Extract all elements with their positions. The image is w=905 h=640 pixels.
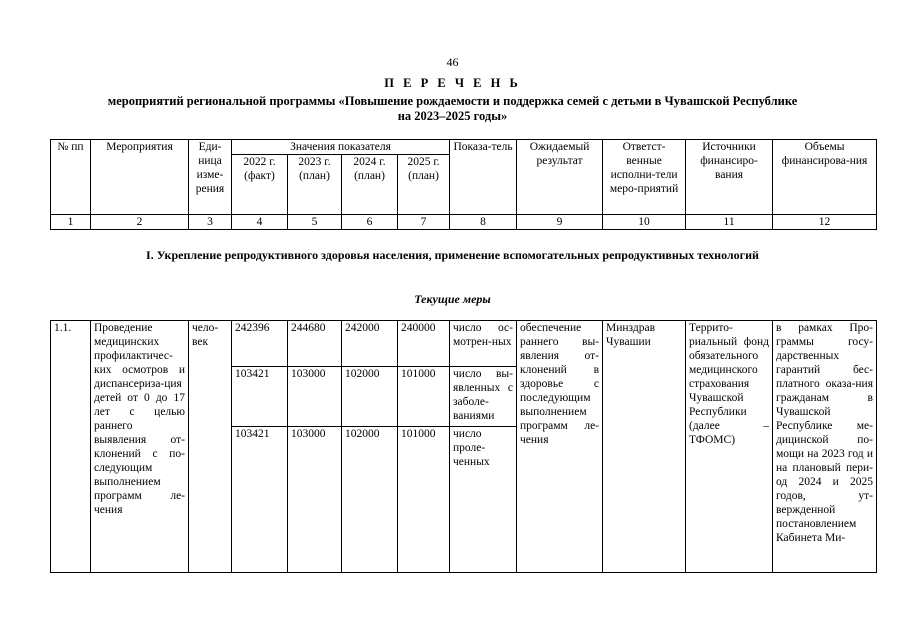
header-unit: Еди-ница изме-рения <box>189 140 232 215</box>
header-2025: 2025 г. (план) <box>398 155 450 215</box>
indicator: число ос-мотрен-ных <box>450 321 517 367</box>
row-responsible: Минздрав Чувашии <box>603 321 686 573</box>
data-table <box>50 320 877 573</box>
header-event: Мероприятия <box>91 140 189 215</box>
section-title: I. Укрепление репродуктивного здоровья населения, применение вспомогательных репродуктивных технологий <box>146 248 759 262</box>
column-number: 10 <box>603 215 686 230</box>
value-2022: 103421 <box>232 427 288 573</box>
column-number: 5 <box>288 215 342 230</box>
value-2023: 244680 <box>288 321 342 367</box>
row-sources: Террито-риальный фонд обязательного медицинского страхования Чувашской Республики (далее – ТФОМС) <box>686 321 773 573</box>
column-number: 7 <box>398 215 450 230</box>
indicator: число вы-явленных с заболе-ваниями <box>450 367 517 427</box>
value-2024: 242000 <box>342 321 398 367</box>
row-unit: чело-век <box>189 321 232 573</box>
column-number: 2 <box>91 215 189 230</box>
value-2023: 103000 <box>288 427 342 573</box>
subtitle-line-1: мероприятий региональной программы «Повышение рождаемости и поддержка семей с детьми в Чувашской Республике <box>107 94 798 108</box>
value-2025: 101000 <box>398 427 450 573</box>
header-no: № пп <box>51 140 91 215</box>
value-2022: 103421 <box>232 367 288 427</box>
header-expected: Ожидаемый результат <box>517 140 603 215</box>
value-2024: 102000 <box>342 367 398 427</box>
column-number: 3 <box>189 215 232 230</box>
page-number: 46 <box>446 55 459 69</box>
header-table <box>50 139 877 230</box>
header-indicator: Показа-тель <box>450 140 517 215</box>
header-responsible: Ответст-венные исполни-тели меро-приятий <box>603 140 686 215</box>
row-event: Проведение медицинских профилактичес-ких осмотров и диспансериза-ция детей от 0 до 17 лет с целью раннего выявления от-клонений с по-следующим выполнением программ ле-чения <box>91 321 189 573</box>
column-number: 6 <box>342 215 398 230</box>
header-volumes: Объемы финансирова-ния <box>773 140 877 215</box>
header-values: Значения показателя <box>232 140 450 155</box>
value-2025: 101000 <box>398 367 450 427</box>
value-2022: 242396 <box>232 321 288 367</box>
header-2024: 2024 г. (план) <box>342 155 398 215</box>
column-number: 11 <box>686 215 773 230</box>
header-sources: Источники финансиро-вания <box>686 140 773 215</box>
row-expected: обеспечение раннего вы-явления от-клонений в здоровье с последующим выполнением программ ле-чения <box>517 321 603 573</box>
subtitle-line-2: на 2023–2025 годы» <box>397 109 508 123</box>
value-2023: 103000 <box>288 367 342 427</box>
value-2025: 240000 <box>398 321 450 367</box>
column-numbers-row <box>51 215 877 230</box>
document-title: П Е Р Е Ч Е Н Ь <box>384 76 521 90</box>
column-number: 9 <box>517 215 603 230</box>
table-row <box>51 321 877 367</box>
column-number: 1 <box>51 215 91 230</box>
subsection-title: Текущие меры <box>414 292 491 306</box>
indicator: число проле-ченных <box>450 427 517 573</box>
column-number: 8 <box>450 215 517 230</box>
header-2023: 2023 г. (план) <box>288 155 342 215</box>
row-number: 1.1. <box>51 321 91 573</box>
document-subtitle <box>40 94 865 124</box>
row-volumes: в рамках Про-граммы госу-дарственных гарантий бес-платного оказа-ния гражданам в Чувашской Республике ме-дицинской по-мощи на 2023 год и на плановый пери-од 2024 и 2025 годов, ут-вержденной постановлением Кабинета Ми- <box>773 321 877 573</box>
column-number: 12 <box>773 215 877 230</box>
column-number: 4 <box>232 215 288 230</box>
header-2022: 2022 г. (факт) <box>232 155 288 215</box>
value-2024: 102000 <box>342 427 398 573</box>
